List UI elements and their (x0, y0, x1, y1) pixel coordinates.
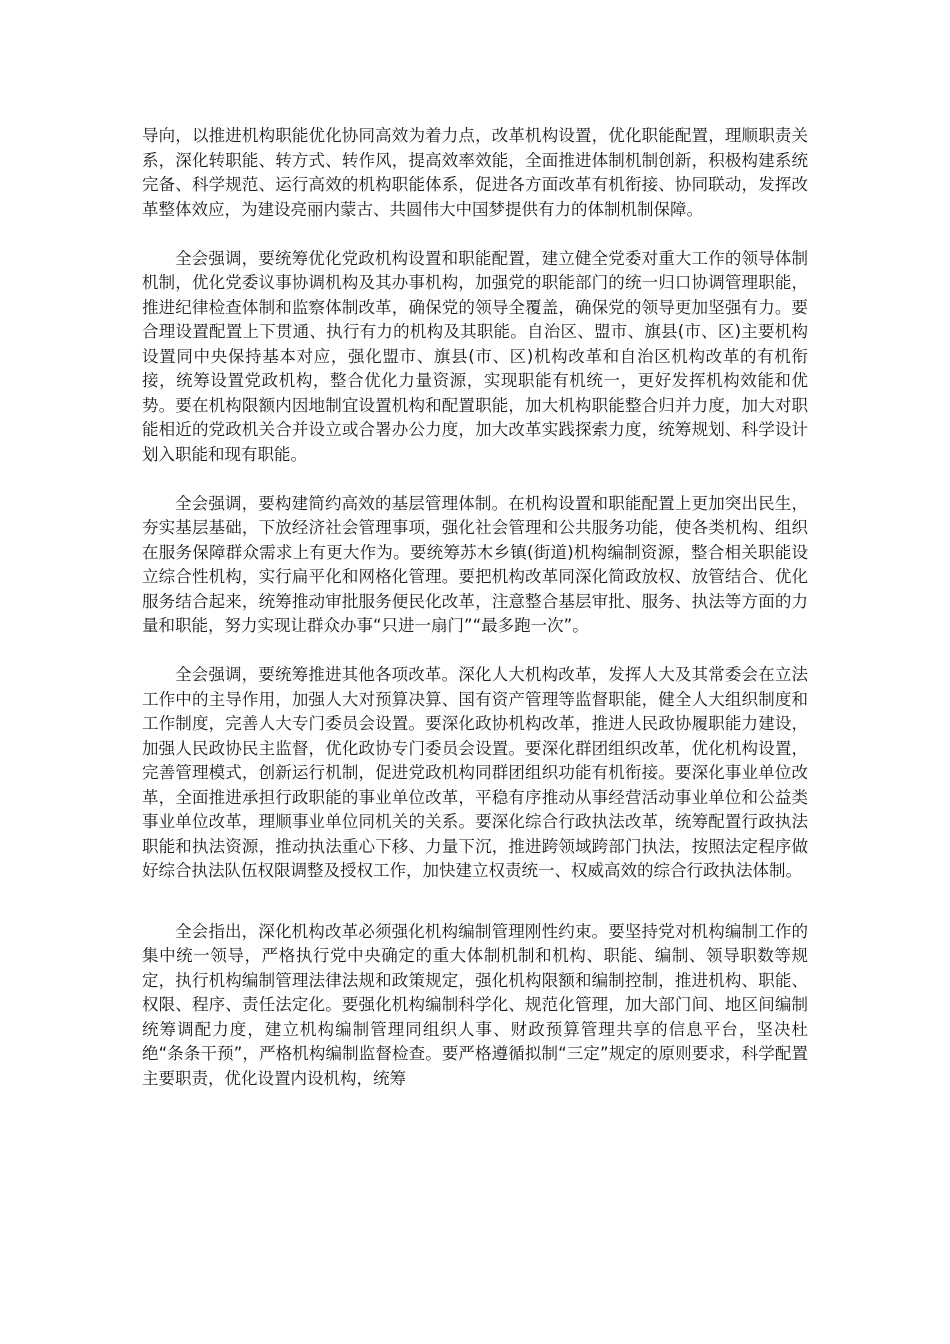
paragraph-5: 全会指出，深化机构改革必须强化机构编制管理刚性约束。要坚持党对机构编制工作的集中统一领导，严格执行党中央确定的重大体制机制和机构、职能、编制、领导职数等规定，执行机构编制管理法律法规和政策规定，强化机构限额和编制控制，推进机构、职能、权限、程序、责任法定化。要强化机构编制科学化、规范化管理，加大部门间、地区间编制统筹调配力度，建立机构编制管理同组织人事、财政预算管理共享的信息平台，坚决杜绝“条条干预”，严格机构编制监督检查。要严格遵循拟制“三定”规定的原则要求，科学配置主要职责，优化设置内设机构，统筹 (142, 921, 808, 1088)
document-body (142, 124, 808, 1091)
paragraph-spacer (142, 222, 808, 247)
paragraph-1: 导向，以推进机构职能优化协同高效为着力点，改革机构设置，优化职能配置，理顺职责关系，深化转职能、转方式、转作风，提高效率效能，全面推进体制机制创新，积极构建系统完备、科学规范、运行高效的机构职能体系，促进各方面改革有机衔接、协同联动，发挥改革整体效应，为建设亮丽内蒙古、共圆伟大中国梦提供有力的体制机制保障。 (142, 126, 808, 219)
paragraph-spacer (142, 639, 808, 664)
paragraph-spacer (142, 884, 808, 920)
paragraph-spacer (142, 467, 808, 492)
paragraph-4: 全会强调，要统筹推进其他各项改革。深化人大机构改革，发挥人大及其常委会在立法工作中的主导作用，加强人大对预算决算、国有资产管理等监督职能，健全人大组织制度和工作制度，完善人大专门委员会设置。要深化政协机构改革，推进人民政协履职能力建设，加强人民政协民主监督，优化政协专门委员会设置。要深化群团组织改革，优化机构设置，完善管理模式，创新运行机制，促进党政机构同群团组织功能有机衔接。要深化事业单位改革，全面推进承担行政职能的事业单位改革，平稳有序推动从事经营活动事业单位和公益类事业单位改革，理顺事业单位同机关的关系。要深化综合行政执法改革，统筹配置行政执法职能和执法资源，推动执法重心下移、力量下沉，推进跨领域跨部门执法，按照法定程序做好综合执法队伍权限调整及授权工作，加快建立权责统一、权威高效的综合行政执法体制。 (142, 665, 808, 880)
paragraph-3: 全会强调，要构建简约高效的基层管理体制。在机构设置和职能配置上更加突出民生，夯实基层基础，下放经济社会管理事项，强化社会管理和公共服务功能，使各类机构、组织在服务保障群众需求上有更大作为。要统筹苏木乡镇(街道)机构编制资源，整合相关职能设立综合性机构，实行扁平化和网格化管理。要把机构改革同深化简政放权、放管结合、优化服务结合起来，统筹推动审批服务便民化改革，注意整合基层审批、服务、执法等方面的力量和职能，努力实现让群众办事“只进一扇门”“最多跑一次”。 (142, 493, 808, 635)
paragraph-2: 全会强调，要统筹优化党政机构设置和职能配置，建立健全党委对重大工作的领导体制机制，优化党委议事协调机构及其办事机构，加强党的职能部门的统一归口协调管理职能，推进纪律检查体制和监察体制改革，确保党的领导全覆盖，确保党的领导更加坚强有力。要合理设置配置上下贯通、执行有力的机构及其职能。自治区、盟市、旗县(市、区)主要机构设置同中央保持基本对应，强化盟市、旗县(市、区)机构改革和自治区机构改革的有机衔接，统筹设置党政机构，整合优化力量资源，实现职能有机统一，更好发挥机构效能和优势。要在机构限额内因地制宜设置机构和配置职能，加大机构职能整合归并力度，加大对职能相近的党政机关合并设立或合署办公力度，加大改革实践探索力度，统筹规划、科学设计划入职能和现有职能。 (142, 248, 808, 464)
